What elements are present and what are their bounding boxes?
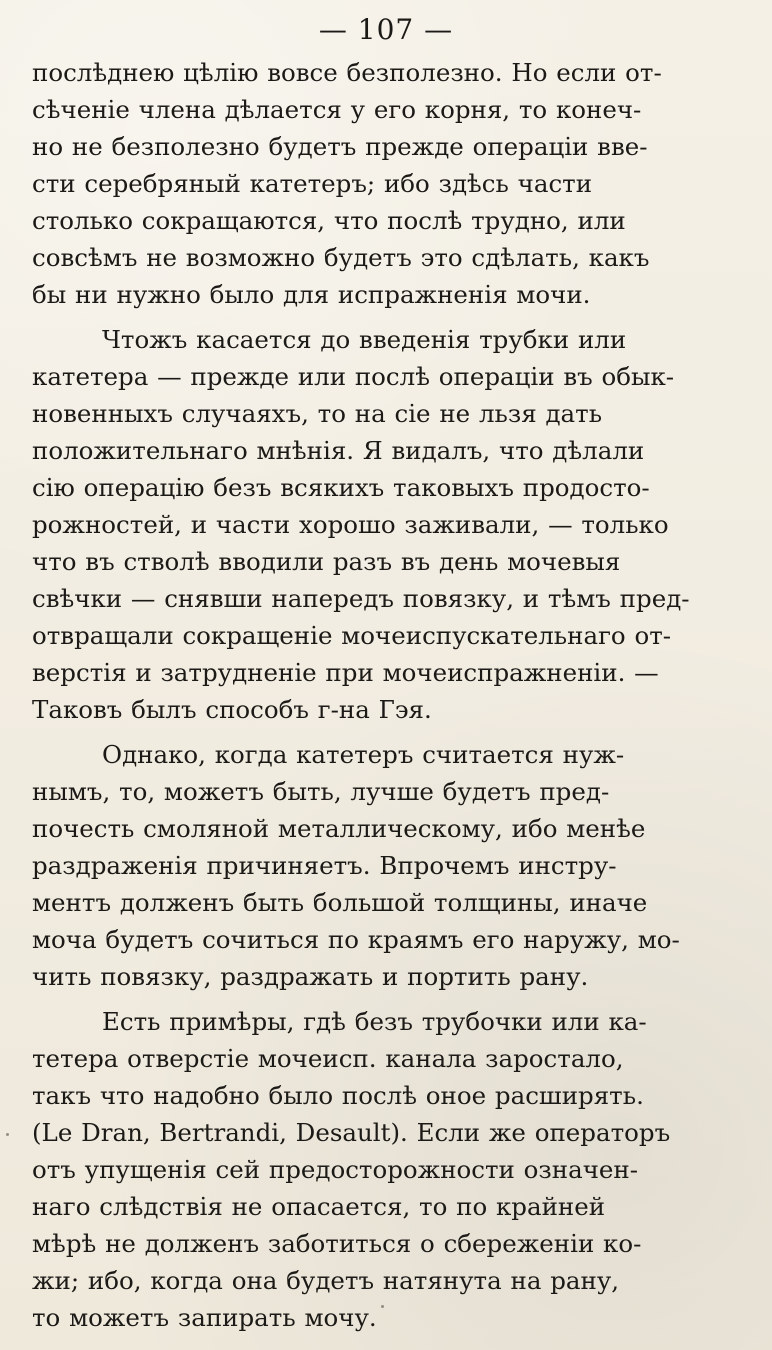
paper-speck: [381, 1305, 384, 1308]
paragraph-2: [32, 321, 744, 728]
text-line: отъ упущенія сей предосторожности означен-: [32, 1155, 639, 1184]
text-line: мѣрѣ не долженъ заботиться о сбереженіи ко-: [32, 1229, 642, 1258]
text-line: раздраженія причиняетъ. Впрочемъ инстру-: [32, 851, 617, 880]
text-line: такъ что надобно было послѣ оное расширять.: [32, 1081, 644, 1110]
text-line: послѣднею цѣлію вовсе безполезно. Но если от-: [32, 58, 662, 87]
text-line: Однако, когда катетеръ считается нуж-: [102, 740, 625, 769]
text-line: чить повязку, раздражать и портить рану.: [32, 962, 589, 991]
paper-speck: [6, 1133, 9, 1136]
text-line: почесть смоляной металлическому, ибо менѣе: [32, 814, 646, 843]
text-line: что въ стволѣ вводили разъ въ день мочевыя: [32, 547, 621, 576]
text-line: Таковъ былъ способъ г-на Гэя.: [32, 695, 432, 724]
text-line: то можетъ запирать мочу.: [32, 1303, 377, 1332]
text-line: Чтожъ касается до введенія трубки или: [102, 325, 627, 354]
paragraph-3: [32, 736, 744, 995]
text-line: ментъ долженъ быть большой толщины, иначе: [32, 888, 648, 917]
text-line: бы ни нужно было для испражненія мочи.: [32, 280, 591, 309]
text-line: Есть примѣры, гдѣ безъ трубочки или ка-: [102, 1007, 647, 1036]
text-line: но не безполезно будетъ прежде операціи вве-: [32, 132, 648, 161]
text-line: свѣчки — снявши напередъ повязку, и тѣмъ пред-: [32, 584, 690, 613]
text-line: рожностей, и части хорошо заживали, — только: [32, 510, 669, 539]
text-line: сѣченіе члена дѣлается у его корня, то конеч-: [32, 95, 642, 124]
text-line: (Le Dran, Bertrandi, Desault). Если же операторъ: [32, 1118, 671, 1147]
page-number-header: — 107 —: [318, 13, 454, 46]
text-line: моча будетъ сочиться по краямъ его наружу, мо-: [32, 925, 680, 954]
paragraph-1: [32, 54, 744, 313]
text-line: наго слѣдствія не опасается, то по крайней: [32, 1192, 606, 1221]
text-line: катетера — прежде или послѣ операціи въ обык-: [32, 362, 675, 391]
text-line: тетера отверстіе мочеисп. канала заростало,: [32, 1044, 624, 1073]
text-line: жи; ибо, когда она будетъ натянута на рану,: [32, 1266, 620, 1295]
text-line: отвращали сокращеніе мочеиспускательнаго от-: [32, 621, 672, 650]
text-line: сію операцію безъ всякихъ таковыхъ продосто-: [32, 473, 650, 502]
text-line: сти серебряный катетеръ; ибо здѣсь части: [32, 169, 593, 198]
text-line: совсѣмъ не возможно будетъ это сдѣлать, какъ: [32, 243, 650, 272]
text-line: новенныхъ случаяхъ, то на сіе не льзя дать: [32, 399, 603, 428]
text-line: нымъ, то, можетъ быть, лучше будетъ пред-: [32, 777, 610, 806]
body-text: [0, 54, 772, 1336]
text-line: столько сокращаются, что послѣ трудно, или: [32, 206, 626, 235]
paragraph-4: [32, 1003, 744, 1336]
text-line: положительнаго мнѣнія. Я видалъ, что дѣлали: [32, 436, 645, 465]
text-line: верстія и затрудненіе при мочеиспражненіи. —: [32, 658, 659, 687]
